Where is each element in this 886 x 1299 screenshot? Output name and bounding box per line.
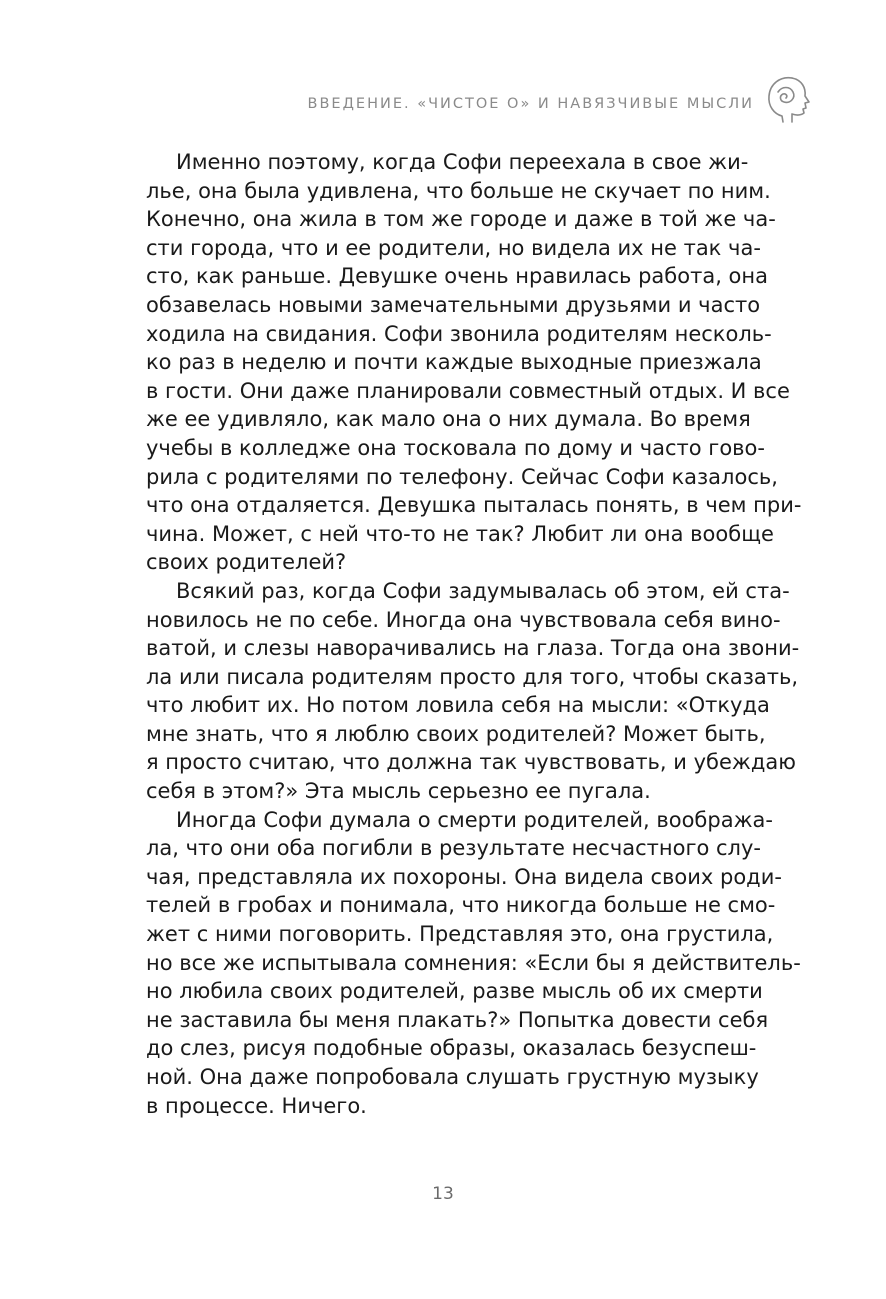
text-line: Всякий раз, когда Софи задумывалась об этом, ей ста- — [176, 578, 790, 603]
text-line: рила с родителями по телефону. Сейчас Софи казалось, — [146, 464, 778, 489]
text-line: ватой, и слезы наворачивались на глаза. Тогда она звони- — [146, 636, 800, 661]
paragraph-2 — [146, 577, 800, 806]
text-line: обзавелась новыми замечательными друзьями и часто — [146, 292, 761, 317]
text-line: что любит их. Но потом ловила себя на мысли: «Откуда — [146, 693, 770, 718]
text-line: сто, как раньше. Девушке очень нравилась работа, она — [146, 264, 769, 289]
text-line: что она отдаляется. Девушка пыталась понять, в чем при- — [146, 493, 802, 518]
text-line: но любила своих родителей, разве мысль об их смерти — [146, 979, 763, 1004]
text-line: ной. Она даже попробовала слушать грустную музыку — [146, 1065, 759, 1089]
text-line: же ее удивляло, как мало она о них думала. Во время — [146, 407, 751, 432]
text-line: Иногда Софи думала о смерти родителей, вообража- — [176, 807, 773, 832]
text-line: новилось не по себе. Иногда она чувствовала себя вино- — [146, 607, 781, 632]
text-line: ходила на свидания. Софи звонила родителям несколь- — [146, 321, 772, 346]
page-number: 13 — [432, 1184, 454, 1204]
text-line: мне знать, что я люблю своих родителей? Может быть, — [146, 721, 766, 746]
text-line: Именно поэтому, когда Софи переехала в свое жи- — [176, 150, 749, 174]
text-line: я просто считаю, что должна так чувствовать, и убеждаю — [146, 750, 796, 775]
text-line: ко раз в неделю и почти каждые выходные приезжала — [146, 350, 762, 375]
text-line: чина. Может, с ней что-то не так? Любит ли она вообще — [146, 521, 774, 546]
text-line: чая, представляла их похороны. Она видела своих роди- — [146, 864, 782, 889]
text-line: Конечно, она жила в том же городе и даже в той же ча- — [146, 207, 776, 232]
text-line: ла, что они оба погибли в результате несчастного слу- — [146, 836, 761, 861]
running-header: ВВЕДЕНИЕ. «ЧИСТОЕ О» И НАВЯЗЧИВЫЕ МЫСЛИ — [307, 96, 754, 112]
text-line: жет с ними поговорить. Представляя это, она грустила, — [146, 922, 774, 947]
paragraph-1 — [146, 148, 802, 577]
body-text — [146, 148, 802, 1120]
text-line: себя в этом?» Эта мысль серьезно ее пугала. — [146, 779, 651, 804]
paragraph-3 — [146, 806, 801, 1121]
text-line: но все же испытывала сомнения: «Если бы я действитель- — [146, 950, 801, 975]
text-line: сти города, что и ее родители, но видела их не так ча- — [146, 235, 761, 260]
text-line: ла или писала родителям просто для того, чтобы сказать, — [146, 664, 799, 689]
text-line: учебы в колледже она тосковала по дому и часто гово- — [146, 435, 765, 460]
head-profile-icon — [762, 72, 812, 126]
text-line: своих родителей? — [146, 550, 347, 575]
text-line: телей в гробах и понимала, что никогда больше не смо- — [146, 893, 776, 918]
text-line: не заставила бы меня плакать?» Попытка довести себя — [146, 1007, 769, 1032]
text-line: в процессе. Ничего. — [146, 1093, 367, 1118]
text-line: до слез, рисуя подобные образы, оказалась безуспеш- — [146, 1036, 757, 1061]
text-line: в гости. Они даже планировали совместный отдых. И все — [146, 378, 790, 403]
text-line: лье, она была удивлена, что больше не скучает по ним. — [146, 178, 771, 203]
